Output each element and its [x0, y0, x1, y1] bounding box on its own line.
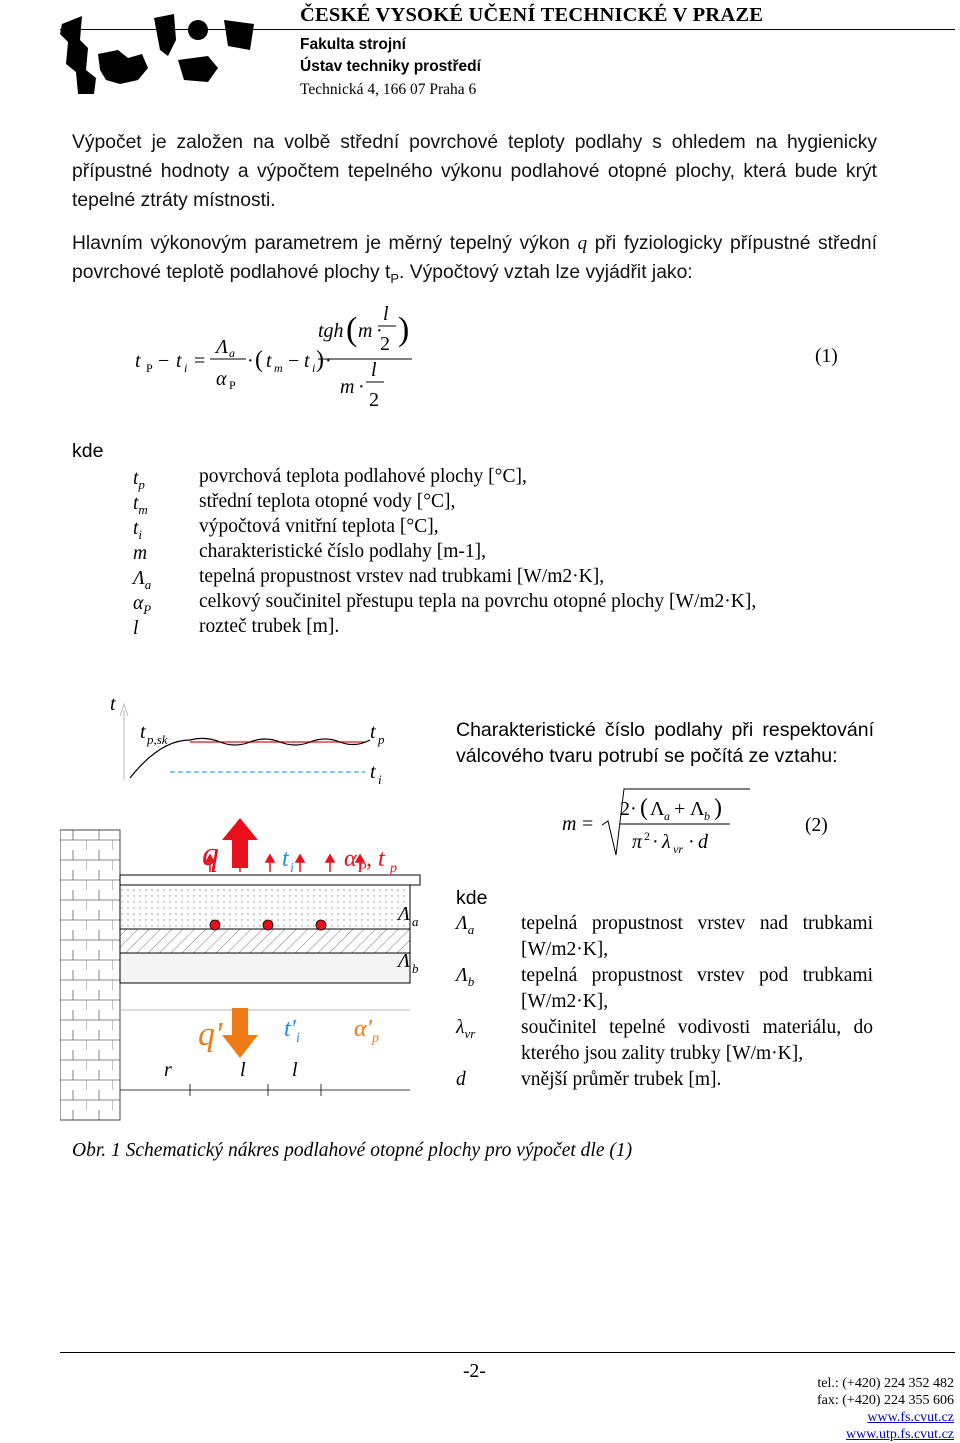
- floor-heating-schematic: [60, 690, 455, 1130]
- var-definition: tepelná propustnost vrstev nad trubkami [W/m2·K],: [199, 566, 605, 587]
- svg-text:m: m: [340, 376, 355, 398]
- var-symbol: $\lambda_{vr}$: [456, 1017, 476, 1041]
- label-lambda-a: Λ: [398, 903, 411, 925]
- svg-text:(: (: [640, 795, 648, 821]
- wall: [60, 830, 120, 1120]
- label-l2: l: [292, 1059, 298, 1081]
- where-label: kde: [72, 440, 104, 462]
- label-ti-room: t: [282, 846, 289, 872]
- var-definition: rozteč trubek [m].: [199, 616, 340, 637]
- var-definition: charakteristické číslo podlahy [m-1],: [199, 541, 486, 562]
- label-ti-prime-sub: i: [296, 1031, 300, 1046]
- downward-heat-arrow: [222, 1008, 258, 1058]
- label-q: q: [202, 836, 219, 873]
- address: Technická 4, 166 07 Praha 6: [300, 81, 477, 98]
- var-symbol: $\alpha_P$: [133, 593, 152, 617]
- university-logo: [58, 10, 258, 98]
- var-symbol: m: [133, 543, 148, 564]
- var-definition: tepelná propustnost vrstev pod trubkami [W/m2·K],: [521, 965, 873, 1012]
- label-alpha-sub: P: [358, 861, 367, 876]
- paragraph-main-parameter: Hlavním výkonovým parametrem je měrný tepelný výkon q při fyziologicky přípustné střední povrchové teplotě podlahové plochy $t_P$. Výpočtový vztah lze vyjádřit jako:: [72, 233, 877, 286]
- svg-text:vr: vr: [673, 842, 683, 856]
- label-lambda-a-sub: a: [412, 914, 419, 929]
- svg-text:a: a: [664, 809, 670, 823]
- svg-text:P: P: [229, 378, 236, 392]
- label-lambda-b: Λ: [398, 950, 411, 972]
- svg-text:2: 2: [380, 333, 390, 355]
- svg-text:−: −: [158, 350, 170, 372]
- var-symbol: $\Lambda_a$: [456, 913, 475, 937]
- svg-text:α: α: [216, 368, 227, 390]
- var-symbol: $t_m$: [133, 493, 148, 517]
- var-definition: součinitel tepelné vodivosti materiálu, do kterého jsou zality trubky [W/m·K],: [521, 1017, 873, 1064]
- label-alpha-tp: , t: [366, 846, 385, 872]
- svg-text:l: l: [383, 303, 389, 325]
- label-q-prime: q': [198, 1016, 223, 1053]
- svg-text:P: P: [146, 361, 153, 375]
- svg-text:λ: λ: [662, 831, 671, 853]
- label-l1: l: [240, 1059, 246, 1081]
- var-symbol: $\Lambda_a$: [133, 568, 152, 592]
- var-definition: vnější průměr trubek [m].: [521, 1069, 722, 1090]
- var-symbol: l: [133, 618, 139, 639]
- svg-text:tgh: tgh: [318, 320, 344, 342]
- label-tp: t: [370, 721, 376, 743]
- svg-text:π: π: [632, 831, 643, 853]
- svg-text:Λ: Λ: [216, 336, 229, 358]
- svg-text:·: ·: [325, 350, 332, 372]
- svg-text:): ): [398, 311, 410, 348]
- var-definition: tepelná propustnost vrstev nad trubkami [W/m2·K],: [521, 913, 873, 960]
- figure-caption: Obr. 1 Schematický nákres podlahové otopné plochy pro výpočet dle (1): [72, 1140, 633, 1161]
- equation-2-number: (2): [805, 815, 828, 836]
- svg-text:m: m: [358, 320, 373, 342]
- svg-text:2·: 2·: [620, 798, 637, 820]
- svg-text:d: d: [698, 831, 708, 853]
- svg-text:i: i: [184, 361, 188, 375]
- svg-text:b: b: [704, 809, 710, 823]
- svg-text:): ): [316, 347, 324, 373]
- svg-text:−: −: [288, 350, 300, 372]
- var-symbol: d: [456, 1069, 466, 1090]
- label-alpha-prime: α': [354, 1016, 372, 1042]
- label-ti-room-sub: i: [290, 861, 294, 876]
- footer-fax: fax: (+420) 224 355 606: [817, 1393, 954, 1408]
- paragraph-intro: Výpočet je založen na volbě střední povrchové teploty podlahy s ohledem na hygienicky přípustné hodnoty a výpočtem tepelného výkonu podlahové otopné plochy, která bude krýt tepelné ztráty místnosti.: [72, 132, 877, 211]
- footer-tel: tel.: (+420) 224 352 482: [817, 1376, 954, 1391]
- svg-text:): ): [714, 795, 722, 821]
- equation-1-number: (1): [815, 346, 838, 367]
- var-definition: střední teplota otopné vody [°C],: [199, 491, 456, 512]
- footer-web-institute[interactable]: www.utp.fs.cvut.cz: [846, 1427, 954, 1442]
- institute-name: Ústav techniky prostředí: [300, 58, 481, 75]
- var-definition: povrchová teplota podlahové plochy [°C],: [199, 466, 527, 487]
- svg-text:·: ·: [358, 376, 365, 398]
- var-definition: výpočtová vnitřní teplota [°C],: [199, 516, 439, 537]
- svg-text:t: t: [304, 350, 310, 372]
- label-ti: t: [370, 761, 376, 783]
- footer-rule: [60, 1352, 955, 1353]
- equation-2: [560, 785, 760, 860]
- label-tpsk-sub: p,sk: [147, 732, 168, 747]
- svg-text:i: i: [312, 361, 316, 375]
- svg-text:a: a: [229, 346, 235, 360]
- svg-text:Λ: Λ: [690, 798, 705, 820]
- label-tp-sub: p: [378, 732, 385, 747]
- var-symbol: $t_i$: [133, 518, 143, 542]
- svg-text:=: =: [582, 813, 594, 835]
- label-ti-prime: t': [284, 1016, 296, 1042]
- faculty-name: Fakulta strojní: [300, 36, 406, 53]
- svg-text:t: t: [176, 350, 182, 372]
- char-number-intro: Charakteristické číslo podlahy při respektování válcového tvaru potrubí se počítá ze vztahu:: [456, 719, 874, 767]
- label-alpha: α: [344, 846, 357, 872]
- svg-text:=: =: [194, 350, 206, 372]
- insulation-layer: [120, 929, 410, 953]
- label-alpha-prime-sub: p: [372, 1031, 379, 1046]
- page-number: -2-: [463, 1361, 486, 1382]
- svg-text:t: t: [266, 350, 272, 372]
- svg-text:m: m: [562, 813, 577, 835]
- svg-text:+: +: [674, 798, 686, 820]
- svg-text:2: 2: [369, 389, 379, 411]
- svg-text:Λ: Λ: [650, 798, 665, 820]
- label-ti-sub: i: [378, 772, 382, 787]
- svg-text:(: (: [346, 311, 358, 348]
- svg-text:·: ·: [376, 320, 383, 342]
- label-tpsk: t: [140, 721, 146, 743]
- svg-text:(: (: [255, 347, 263, 373]
- svg-text:m: m: [274, 361, 283, 375]
- var-symbol: $t_p$: [133, 468, 145, 492]
- label-r: r: [164, 1059, 172, 1081]
- label-lambda-b-sub: b: [412, 961, 419, 976]
- svg-text:·: ·: [652, 831, 659, 853]
- svg-text:t: t: [135, 350, 141, 372]
- footer-web-faculty[interactable]: www.fs.cvut.cz: [867, 1410, 954, 1425]
- label-t: t: [110, 693, 116, 715]
- university-name: ČESKÉ VYSOKÉ UČENÍ TECHNICKÉ V PRAZE: [300, 4, 764, 26]
- label-alpha-tp-sub: p: [390, 861, 397, 876]
- svg-text:·: ·: [247, 350, 254, 372]
- var-definition: celkový součinitel přestupu tepla na povrchu otopné plochy [W/m2·K],: [199, 591, 757, 612]
- upward-heat-arrow: [222, 818, 258, 868]
- header-rule: [60, 29, 955, 30]
- svg-text:l: l: [371, 359, 377, 381]
- svg-text:·: ·: [688, 831, 695, 853]
- var-symbol: $\Lambda_b$: [456, 965, 475, 989]
- where-label-right: kde: [456, 887, 488, 909]
- equation-1: [130, 296, 450, 426]
- svg-text:2: 2: [644, 829, 650, 843]
- slab-layer: [120, 953, 410, 983]
